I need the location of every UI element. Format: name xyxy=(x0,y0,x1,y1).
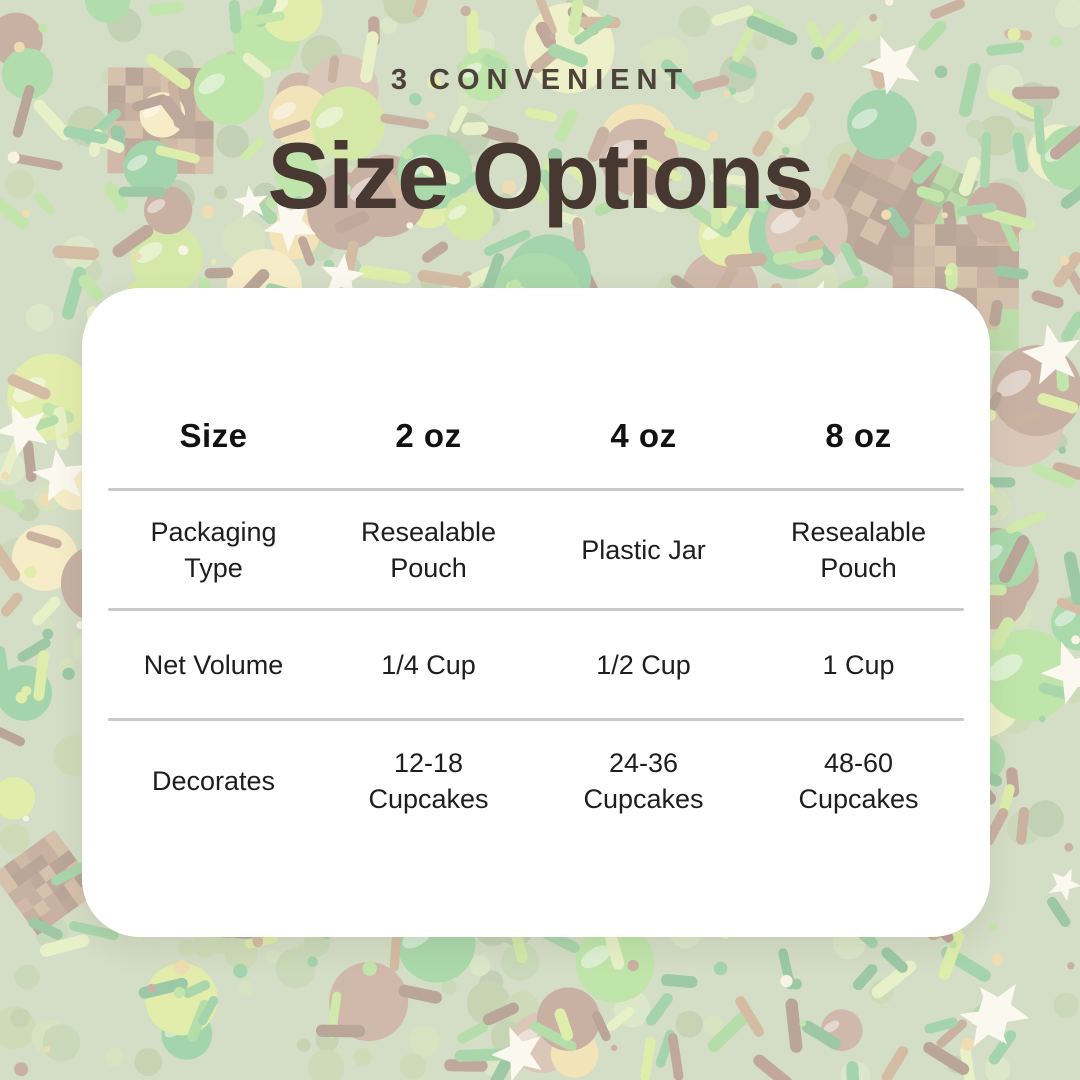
page-title: Size Options xyxy=(267,123,813,228)
cell-text: 48-60 Cupcakes xyxy=(798,748,919,814)
table-row-decorates xyxy=(106,721,966,841)
cell-text: Resealable Pouch xyxy=(790,516,927,583)
table-row-net-volume xyxy=(106,611,966,718)
cell-decorates-2oz xyxy=(321,745,536,817)
table-row-packaging-type xyxy=(106,491,966,608)
cell-decorates-4oz xyxy=(536,745,751,817)
table-header-row xyxy=(106,288,966,488)
size-options-card xyxy=(82,288,990,937)
cell-volume-4oz xyxy=(536,647,751,683)
cell-text: Decorates xyxy=(151,766,276,796)
cell-text: 1 Cup xyxy=(822,649,895,680)
cell-text: 1/4 Cup xyxy=(381,649,476,680)
cell-text: 12-18 Cupcakes xyxy=(368,748,489,814)
cell-text: Net Volume xyxy=(143,649,284,680)
cell-text: 24-36 Cupcakes xyxy=(583,748,704,814)
cell-text: Plastic Jar xyxy=(581,534,706,565)
cell-decorates-8oz xyxy=(751,745,966,817)
kicker-text: 3 CONVENIENT xyxy=(390,64,690,96)
cell-packaging-4oz xyxy=(536,532,751,568)
row-label-net-volume xyxy=(106,647,321,683)
column-header-size: Size xyxy=(179,417,248,454)
row-label-packaging-type xyxy=(106,514,321,586)
cell-text: 1/2 Cup xyxy=(596,649,691,680)
cell-packaging-8oz xyxy=(751,514,966,586)
column-header-2oz: 2 oz xyxy=(395,417,462,454)
cell-volume-2oz xyxy=(321,647,536,683)
column-header-8oz: 8 oz xyxy=(825,417,892,454)
cell-packaging-2oz xyxy=(321,514,536,586)
row-label-decorates xyxy=(106,763,321,799)
cell-text: Packaging Type xyxy=(150,516,277,583)
column-header-4oz: 4 oz xyxy=(610,417,677,454)
cell-text: Resealable Pouch xyxy=(360,516,497,583)
cell-volume-8oz xyxy=(751,647,966,683)
